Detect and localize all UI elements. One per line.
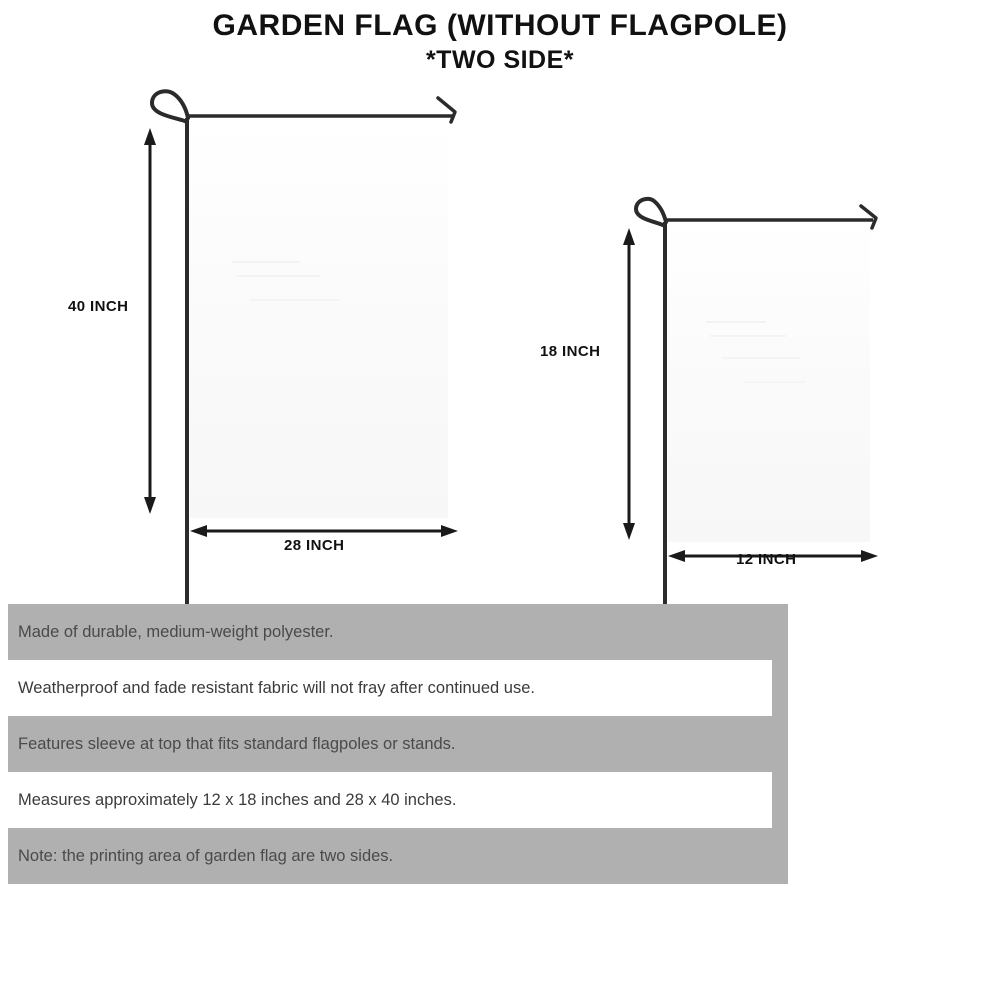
title-line-primary: GARDEN FLAG (WITHOUT FLAGPOLE) xyxy=(212,9,788,42)
large-flag-width-arrow-right xyxy=(441,525,458,537)
list-item xyxy=(8,772,772,828)
small-flag-width-label: 12 INCH xyxy=(736,551,797,568)
small-flag-height-arrow-top xyxy=(623,228,635,245)
large-flag-height-arrow-bottom xyxy=(144,497,156,514)
large-flag-height-label: 40 INCH xyxy=(68,298,129,315)
feature-text: Weatherproof and fade resistant fabric will not fray after continued use. xyxy=(18,678,535,697)
feature-text: Measures approximately 12 x 18 inches and 28 x 40 inches. xyxy=(18,790,457,809)
large-flag-width-label: 28 INCH xyxy=(284,537,345,554)
large-flag-width-arrow-left xyxy=(190,525,207,537)
large-flag-height-arrow-top xyxy=(144,128,156,145)
feature-text: Note: the printing area of garden flag are two sides. xyxy=(18,846,394,865)
small-flag-width-arrow-right xyxy=(861,550,878,562)
list-item xyxy=(8,828,788,884)
small-flag-width-arrow-left xyxy=(668,550,685,562)
list-item xyxy=(8,716,788,772)
feature-text: Features sleeve at top that fits standard flagpoles or stands. xyxy=(18,734,456,753)
small-flag-height-label: 18 INCH xyxy=(540,343,601,360)
title-line-secondary: *TWO SIDE* xyxy=(425,46,575,74)
feature-text: Made of durable, medium-weight polyester. xyxy=(18,622,334,641)
large-flag-hook-loop xyxy=(152,91,188,122)
small-flag-hook-loop xyxy=(636,199,666,226)
small-flag-arm-tip xyxy=(861,206,876,228)
list-item xyxy=(8,660,772,716)
small-flag-height-arrow-bottom xyxy=(623,523,635,540)
large-flag-arm-tip xyxy=(438,98,455,122)
features-list xyxy=(8,604,788,884)
list-item xyxy=(8,604,788,660)
